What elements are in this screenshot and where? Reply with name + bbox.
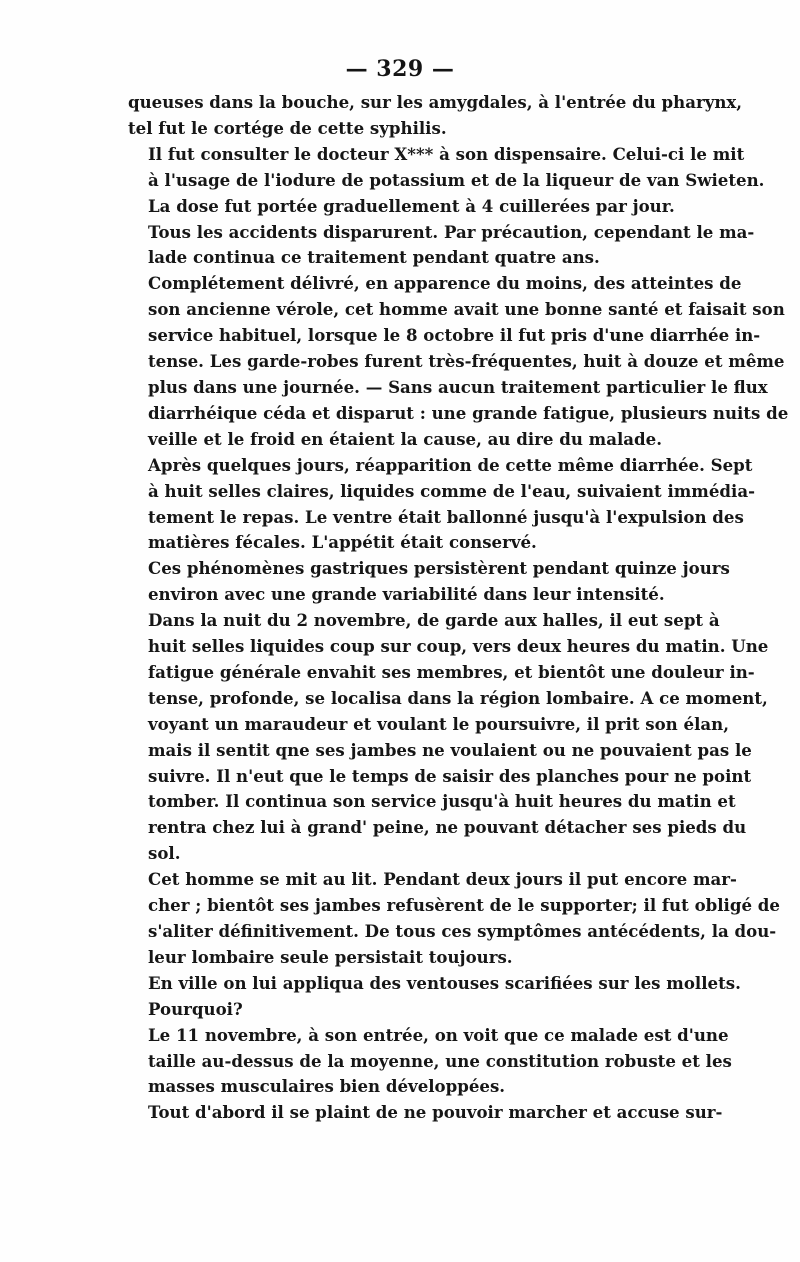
text-line: voyant un maraudeur et voulant le poursuivre, il prit son élan, xyxy=(148,713,729,734)
text-line: Cet homme se mit au lit. Pendant deux jours il put encore mar- xyxy=(148,869,737,890)
text-line: Après quelques jours, réapparition de cette même diarrhée. Sept xyxy=(148,454,753,475)
paragraph xyxy=(128,556,730,608)
text-line: tel fut le cortége de cette syphilis. xyxy=(128,117,447,138)
text-line: à l'usage de l'iodure de potassium et de la liqueur de van Swieten. xyxy=(148,169,765,190)
text-line: matières fécales. L'appétit était conservé. xyxy=(148,532,537,553)
paragraph xyxy=(128,971,741,1023)
text-line: veille et le froid en étaient la cause, au dire du malade. xyxy=(148,428,662,449)
text-line: sol. xyxy=(148,843,181,864)
body-text xyxy=(128,90,789,1126)
text-line: Pourquoi? xyxy=(148,998,243,1019)
text-line: Il fut consulter le docteur X*** à son dispensaire. Celui-ci le mit xyxy=(148,143,745,164)
text-line: taille au-dessus de la moyenne, une constitution robuste et les xyxy=(148,1050,732,1071)
text-line: leur lombaire seule persistait toujours. xyxy=(148,946,513,967)
paragraph xyxy=(128,867,780,971)
text-line: tense, profonde, se localisa dans la région lombaire. A ce moment, xyxy=(148,687,768,708)
text-line: Complétement délivré, en apparence du moins, des atteintes de xyxy=(148,273,742,294)
text-line: Dans la nuit du 2 novembre, de garde aux halles, il eut sept à xyxy=(148,610,720,631)
text-line: lade continua ce traitement pendant quatre ans. xyxy=(148,247,600,268)
text-line: tense. Les garde-robes furent très-fréquentes, huit à douze et même xyxy=(148,351,785,372)
text-line: s'aliter définitivement. De tous ces symptômes antécédents, la dou- xyxy=(148,921,777,941)
text-line: son ancienne vérole, cet homme avait une bonne santé et faisait son xyxy=(148,299,785,320)
paragraph xyxy=(128,90,743,142)
paragraph xyxy=(128,1023,732,1101)
text-line: suivre. Il n'eut que le temps de saisir des planches pour ne point xyxy=(148,765,752,786)
text-line: La dose fut portée graduellement à 4 cuillerées par jour. xyxy=(148,195,675,216)
text-line: fatigue générale envahit ses membres, et bientôt une douleur in- xyxy=(148,661,755,682)
text-line: tement le repas. Le ventre était ballonné jusqu'à l'expulsion des xyxy=(148,506,744,527)
text-line: rentra chez lui à grand' peine, ne pouvant détacher ses pieds du xyxy=(148,817,747,838)
text-line: huit selles liquides coup sur coup, vers deux heures du matin. Une xyxy=(148,636,769,657)
text-line: masses musculaires bien développées. xyxy=(148,1076,506,1097)
paragraph xyxy=(128,608,769,867)
text-line: diarrhéique céda et disparut : une grande fatigue, plusieurs nuits de xyxy=(148,402,789,423)
text-line: En ville on lui appliqua des ventouses scarifiées sur les mollets. xyxy=(148,972,741,993)
text-line: mais il sentit qne ses jambes ne voulaient ou ne pouvaient pas le xyxy=(148,739,752,760)
paragraph xyxy=(128,453,755,557)
text-line: Ces phénomènes gastriques persistèrent pendant quinze jours xyxy=(148,558,730,579)
text-line: cher ; bientôt ses jambes refusèrent de le supporter; il fut obligé de xyxy=(148,895,780,916)
paragraph xyxy=(128,271,789,452)
text-line: queuses dans la bouche, sur les amygdales, à l'entrée du pharynx, xyxy=(128,92,743,112)
page-number: — 329 — xyxy=(345,56,455,82)
text-line: Le 11 novembre, à son entrée, on voit que ce malade est d'une xyxy=(148,1024,729,1045)
text-line: Tous les accidents disparurent. Par précaution, cependant le ma- xyxy=(148,221,755,242)
text-line: Tout d'abord il se plaint de ne pouvoir marcher et accuse sur- xyxy=(148,1102,723,1123)
paragraph xyxy=(128,142,765,220)
text-line: environ avec une grande variabilité dans leur intensité. xyxy=(148,584,665,605)
paragraph xyxy=(128,220,755,272)
text-line: tomber. Il continua son service jusqu'à huit heures du matin et xyxy=(148,791,736,812)
text-line: service habituel, lorsque le 8 octobre il fut pris d'une diarrhée in- xyxy=(148,325,761,346)
paragraph xyxy=(128,1100,723,1126)
text-line: plus dans une journée. — Sans aucun traitement particulier le flux xyxy=(148,376,768,397)
text-line: à huit selles claires, liquides comme de l'eau, suivaient immédia- xyxy=(148,480,755,501)
